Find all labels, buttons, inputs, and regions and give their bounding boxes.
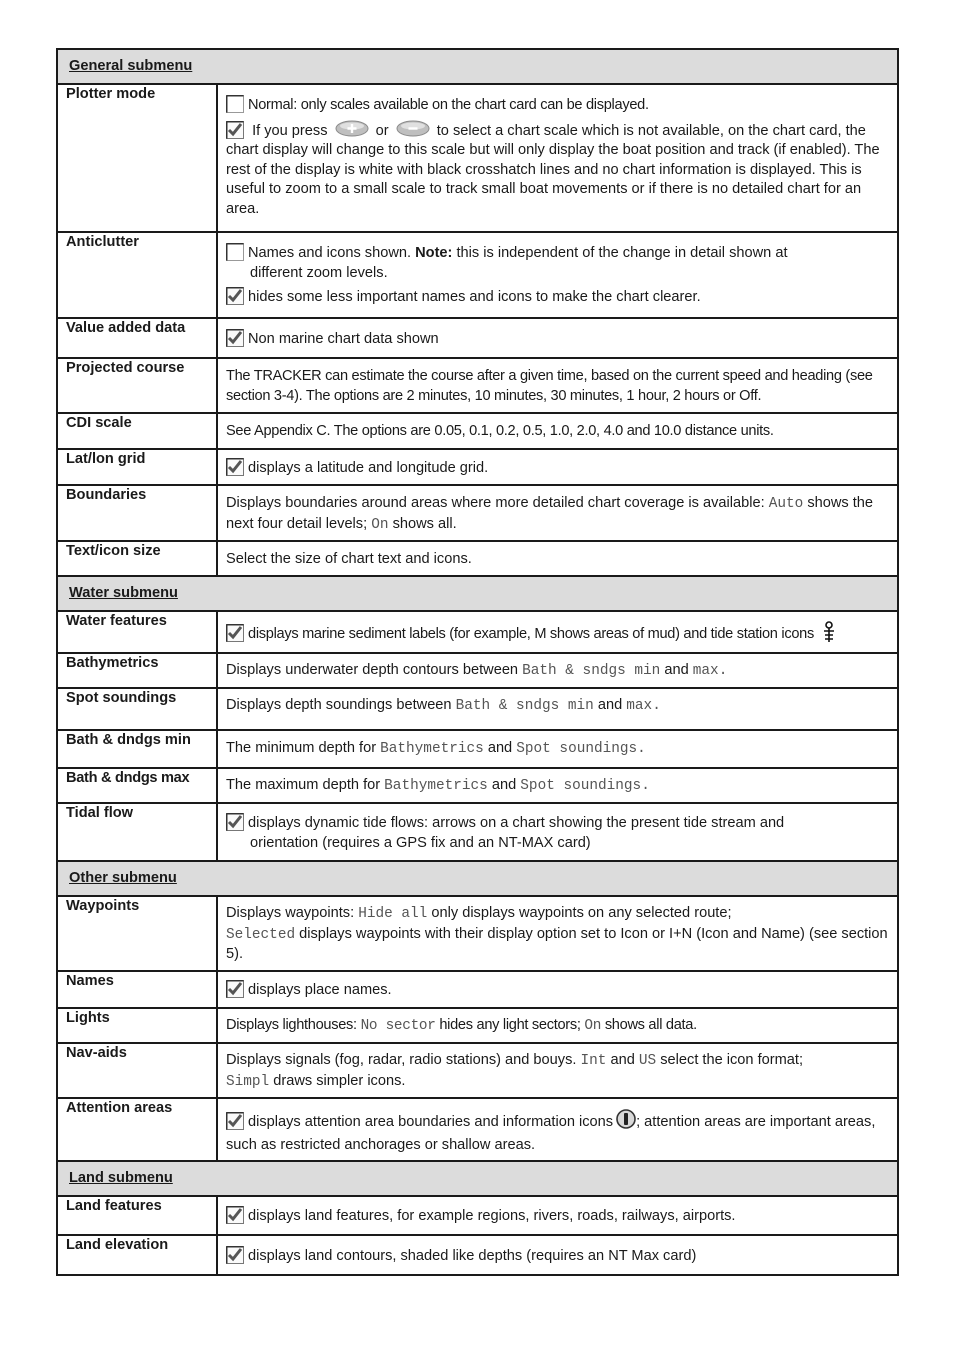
checkbox-checked-icon [226,813,244,831]
row-land-features [57,1196,898,1235]
zoom-in-button-icon [335,120,369,137]
row-projected-course [57,358,898,413]
row-label: Anticlutter [57,232,217,318]
row-land-elevation [57,1235,898,1275]
row-description: displays attention area boundaries and information icons ; attention areas are important areas, such as restricted anchorages or shallow areas. [217,1098,898,1161]
row-anticlutter [57,232,898,318]
row-description: The maximum depth for Bathymetrics and Spot soundings. [217,768,898,803]
row-text-icon-size [57,541,898,576]
row-label: Spot soundings [57,688,217,730]
row-plotter-mode [57,84,898,232]
row-label: Bathymetrics [57,653,217,688]
zoom-out-button-icon [396,120,430,137]
row-description: Normal: only scales available on the chart card can be displayed. If you press or to select a chart scale which is not available, on the chart card, the chart display will change to this scale but will only display the boat position and track (if enabled). The rest of the display is white with black crosshatch lines and no chart information is displayed. This is useful to zoom to a small scale to track small boat movements or if there is no detailed chart for an area. [217,84,898,232]
row-description: Displays waypoints: Hide all only displays waypoints on any selected route; Selected displays waypoints with their display option set to Icon or I+N (Icon and Name) (see section 5). [217,896,898,971]
row-boundaries [57,485,898,541]
row-label: Water features [57,611,217,653]
section-title: Land submenu [57,1161,898,1196]
row-label: Boundaries [57,485,217,541]
row-latlon-grid [57,449,898,485]
row-nav-aids [57,1043,898,1098]
row-description: Displays lighthouses: No sector hides any light sectors; On shows all data. [217,1008,898,1043]
row-names [57,971,898,1008]
section-general [57,49,898,84]
row-description: displays dynamic tide flows: arrows on a chart showing the present tide stream and orientation (requires a GPS fix and an NT-MAX card) [217,803,898,861]
checkbox-checked-icon [226,329,244,347]
row-label: Waypoints [57,896,217,971]
checkbox-checked-icon [226,1206,244,1224]
section-title: Water submenu [57,576,898,611]
checkbox-empty-icon [226,95,244,113]
section-title: General submenu [57,49,898,84]
checkbox-checked-icon [226,1112,244,1130]
row-water-features [57,611,898,653]
row-label: Land features [57,1196,217,1235]
row-tidal-flow [57,803,898,861]
row-description: Displays signals (fog, radar, radio stations) and bouys. Int and US select the icon format; Simpl draws simpler icons. [217,1043,898,1098]
row-label: Bath & dndgs min [57,730,217,768]
row-bath-min [57,730,898,768]
row-description: displays land features, for example regions, rivers, roads, railways, airports. [217,1196,898,1235]
row-description: displays place names. [217,971,898,1008]
row-lights [57,1008,898,1043]
row-attention-areas [57,1098,898,1161]
row-bath-max [57,768,898,803]
checkbox-checked-icon [226,121,244,139]
row-waypoints [57,896,898,971]
row-description: Displays boundaries around areas where more detailed chart coverage is available: Auto shows the next four detail levels; On shows all. [217,485,898,541]
checkbox-checked-icon [226,458,244,476]
row-description: Displays underwater depth contours between Bath & sndgs min and max. [217,653,898,688]
row-description: See Appendix C. The options are 0.05, 0.1, 0.2, 0.5, 1.0, 2.0, 4.0 and 10.0 distance units. [217,413,898,449]
row-label: Attention areas [57,1098,217,1161]
section-land [57,1161,898,1196]
row-description: Non marine chart data shown [217,318,898,358]
row-label: Projected course [57,358,217,413]
row-label: Text/icon size [57,541,217,576]
row-label: Plotter mode [57,84,217,232]
row-description: The minimum depth for Bathymetrics and Spot soundings. [217,730,898,768]
row-value-added-data [57,318,898,358]
section-water [57,576,898,611]
checkbox-checked-icon [226,1246,244,1264]
section-other [57,861,898,896]
attention-info-icon [616,1109,636,1136]
row-label: Bath & dndgs max [57,768,217,803]
row-description: Names and icons shown. Note: this is independent of the change in detail shown at different zoom levels. hides some less important names and icons to make the chart clearer. [217,232,898,318]
tide-station-icon [822,621,836,650]
row-description: displays marine sediment labels (for example, M shows areas of mud) and tide station icons [217,611,898,653]
row-label: Names [57,971,217,1008]
row-description: The TRACKER can estimate the course after a given time, based on the current speed and heading (see section 3-4). The options are 2 minutes, 10 minutes, 30 minutes, 1 hour, 2 hours or Off. [217,358,898,413]
section-title: Other submenu [57,861,898,896]
row-label: Lat/lon grid [57,449,217,485]
row-description: Displays depth soundings between Bath & sndgs min and max. [217,688,898,730]
checkbox-checked-icon [226,287,244,305]
submenu-table [56,48,899,1276]
row-label: CDI scale [57,413,217,449]
row-label: Value added data [57,318,217,358]
checkbox-checked-icon [226,980,244,998]
row-label: Land elevation [57,1235,217,1275]
row-description: displays land contours, shaded like depths (requires an NT Max card) [217,1235,898,1275]
row-cdi-scale [57,413,898,449]
checkbox-empty-icon [226,243,244,261]
row-description: displays a latitude and longitude grid. [217,449,898,485]
row-label: Lights [57,1008,217,1043]
row-bathymetrics [57,653,898,688]
row-label: Nav-aids [57,1043,217,1098]
row-description: Select the size of chart text and icons. [217,541,898,576]
row-label: Tidal flow [57,803,217,861]
row-spot-soundings [57,688,898,730]
checkbox-checked-icon [226,624,244,642]
